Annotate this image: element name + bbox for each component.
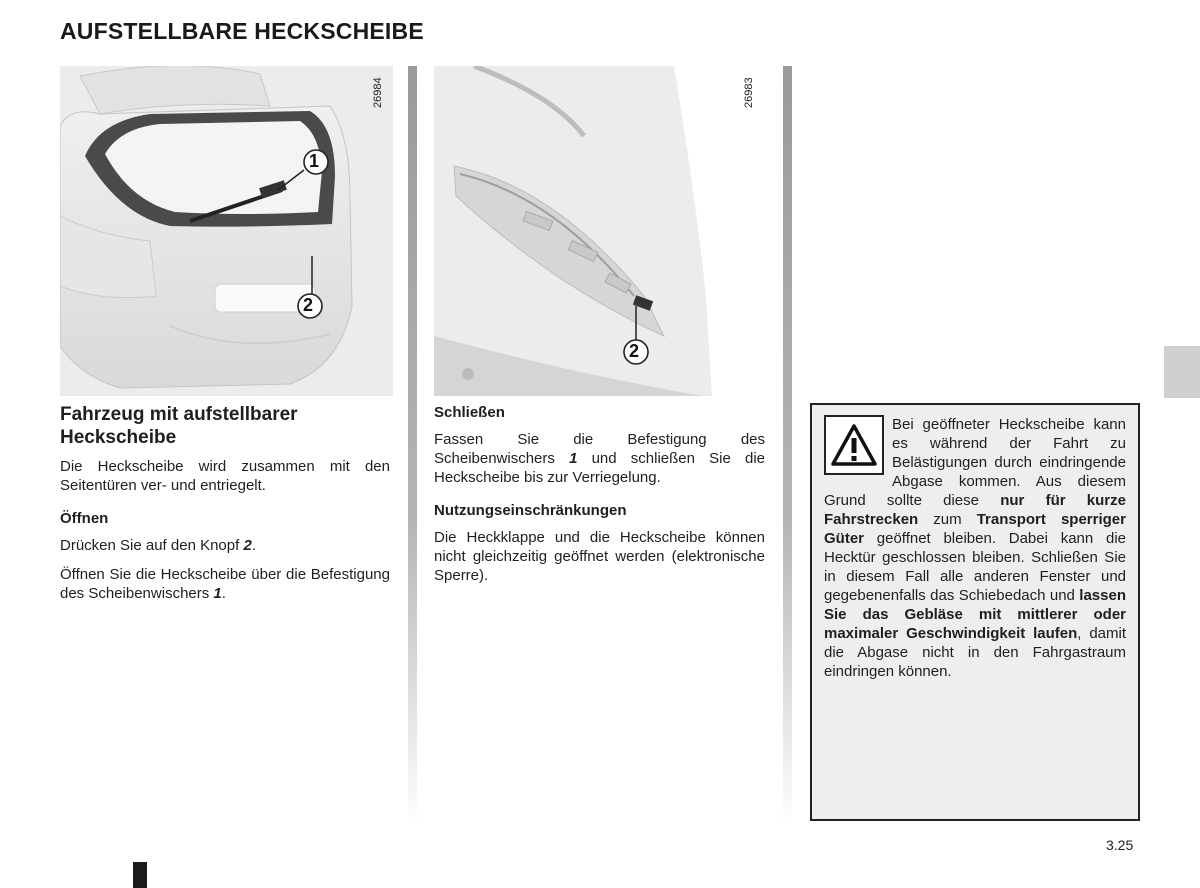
section-heading: Fahrzeug mit aufstellbarer Heckscheibe: [60, 404, 298, 448]
column-divider-left: [408, 66, 417, 826]
warning-text: Bei geöffneter Heckscheibe kann es während der Fahrt zu Belästigungen durch eindringende Abgase kommen. Aus diesem Grund sollte diese nur für kurze Fahrstrecken zum Transport sperriger Güter geöffnet bleiben. Dabei kann die Hecktür geschlossen bleiben. Schließen Sie in diesem Fall alle anderen Fenster und gegebenenfalls das Schiebedach und lassen Sie das Gebläse mit mittlerer oder maximaler Geschwindigkeit laufen, damit die Abgase nicht in den Fahrgastraum eindringen können.: [824, 416, 1126, 680]
limits-paragraph: Die Heckklappe und die Heckscheibe können nicht gleichzeitig geöffnet werden (elektronische Sperre).: [434, 529, 765, 584]
warning-triangle-icon: [824, 415, 884, 475]
left-column: [60, 403, 390, 613]
callout-2-label: 2: [303, 295, 314, 315]
callout-1-label: 1: [309, 151, 320, 171]
tailgate-closeup-illustration: [434, 66, 764, 396]
figure-code: 26984: [372, 77, 384, 108]
middle-column: [434, 403, 765, 595]
footer-mark: [133, 862, 147, 888]
close-heading: Schließen: [434, 404, 505, 421]
chapter-thumb-tab: [1164, 346, 1200, 398]
column-divider-right: [783, 66, 792, 826]
open-step-1: Drücken Sie auf den Knopf 2.: [60, 537, 256, 554]
rear-car-illustration: [60, 66, 393, 396]
callout-2-label: 2: [629, 341, 640, 361]
intro-paragraph: Die Heckscheibe wird zusammen mit den Seitentüren ver- und entriegelt.: [60, 458, 390, 494]
page-number: 3.25: [1106, 837, 1134, 853]
warning-box: [810, 403, 1140, 821]
close-paragraph: Fassen Sie die Befestigung des Scheibenwischers 1 und schließen Sie die Heckscheibe bis zur Verriegelung.: [434, 431, 765, 486]
limits-heading: Nutzungseinschränkungen: [434, 502, 627, 519]
page-title: AUFSTELLBARE HECKSCHEIBE: [60, 18, 424, 44]
figure-code: 26983: [743, 77, 755, 108]
open-heading: Öffnen: [60, 510, 109, 527]
open-step-2: Öffnen Sie die Heckscheibe über die Befestigung des Scheibenwischers 1.: [60, 566, 390, 602]
